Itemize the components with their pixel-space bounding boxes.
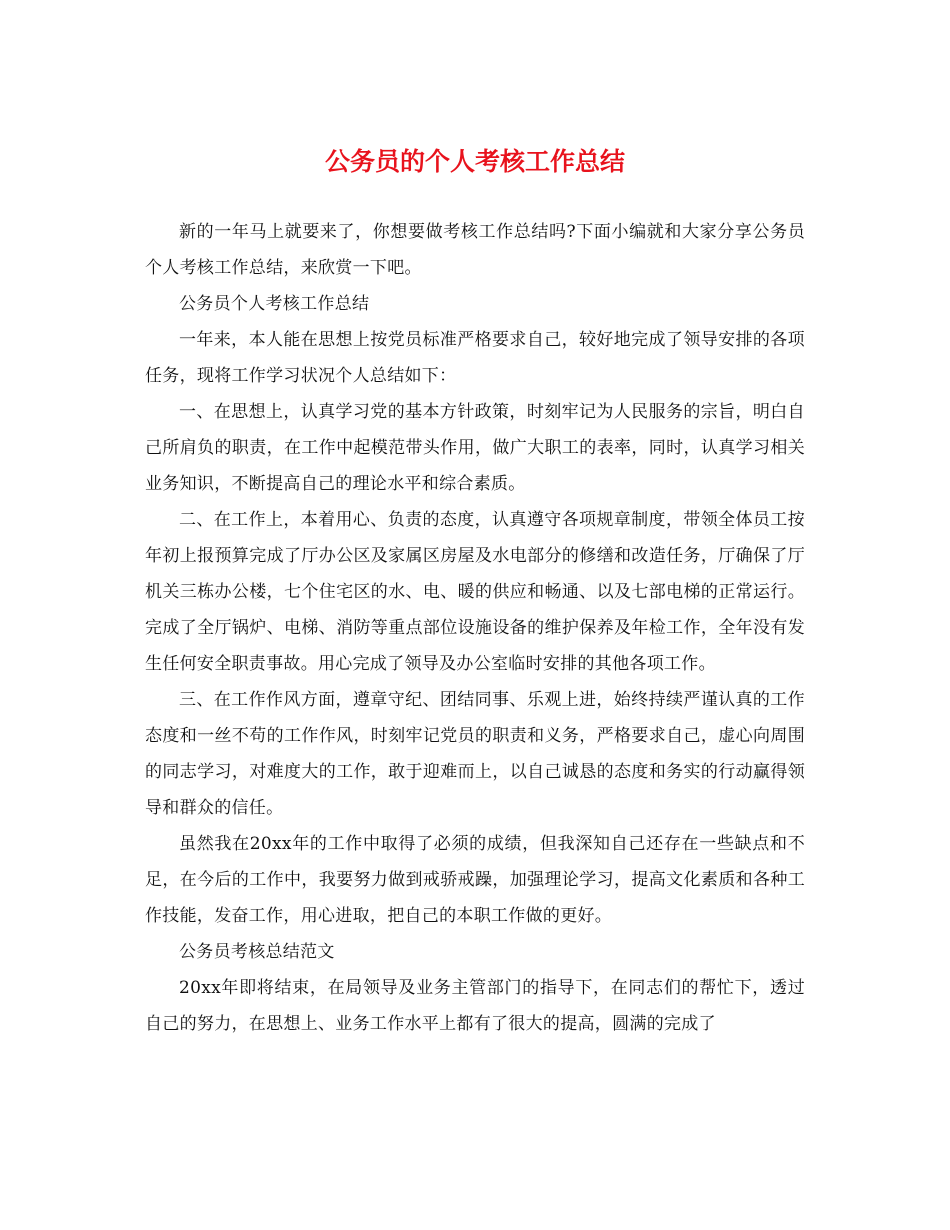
paragraph-overview: 一年来，本人能在思想上按党员标准严格要求自己，较好地完成了领导安排的各项任务，现将工作学习状况个人总结如下： [145,330,805,386]
paragraph-shortcomings: 虽然我在20xx年的工作中取得了必须的成绩，但我深知自己还存在一些缺点和不足，在今后的工作中，我要努力做到戒骄戒躁，加强理论学习，提高文化素质和各种工作技能，发奋工作，用心进取，把自己的本职工作做的更好。 [145,834,805,926]
section-heading: 公务员个人考核工作总结 [179,294,370,314]
paragraph-sample-start: 20xx年即将结束，在局领导及业务主管部门的指导下，在同志们的帮忙下，透过自己的努力，在思想上、业务工作水平上都有了很大的提高，圆满的完成了 [145,978,805,1034]
document-title: 公务员的个人考核工作总结 [324,147,625,176]
paragraph-work: 二、在工作上，本着用心、负责的态度，认真遵守各项规章制度，带领全体员工按年初上报预算完成了厅办公区及家属区房屋及水电部分的修缮和改造任务，厅确保了厅机关三栋办公楼，七个住宅区的水、电、暖的供应和畅通、以及七部电梯的正常运行。完成了全厅锅炉、电梯、消防等重点部位设施设备的维护保养及年检工作，全年没有发生任何安全职责事故。用心完成了领导及办公室临时安排的其他各项工作。 [145,510,805,674]
document-body [145,214,805,1042]
section-heading-sample: 公务员考核总结范文 [179,942,335,962]
paragraph-style: 三、在工作作风方面，遵章守纪、团结同事、乐观上进，始终持续严谨认真的工作态度和一丝不苟的工作作风，时刻牢记党员的职责和义务，严格要求自己，虚心向周围的同志学习，对难度大的工作，敢于迎难而上，以自己诚恳的态度和务实的行动赢得领导和群众的信任。 [145,690,805,818]
paragraph-intro: 新的一年马上就要来了，你想要做考核工作总结吗?下面小编就和大家分享公务员个人考核工作总结，来欣赏一下吧。 [145,222,805,278]
paragraph-thought: 一、在思想上，认真学习党的基本方针政策，时刻牢记为人民服务的宗旨，明白自己所肩负的职责，在工作中起模范带头作用，做广大职工的表率，同时，认真学习相关业务知识，不断提高自己的理论水平和综合素质。 [145,402,805,494]
